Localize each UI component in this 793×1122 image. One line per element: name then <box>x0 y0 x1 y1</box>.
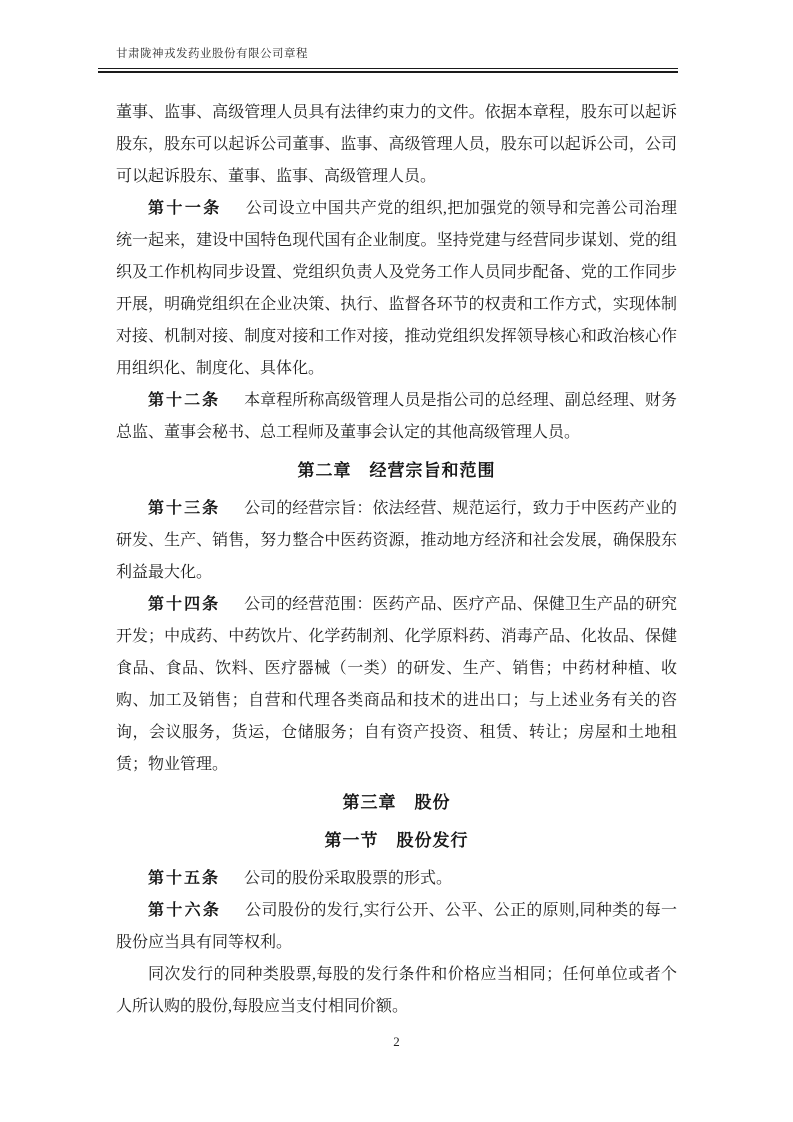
paragraph-same-issue-shares: 同次发行的同种类股票,每股的发行条件和价格应当相同；任何单位或者个人所认购的股份,每股应当支付相同价额。 <box>116 966 677 1015</box>
article-12-text: 本章程所称高级管理人员是指公司的总经理、副总经理、财务总监、董事会秘书、总工程师及董事会认定的其他高级管理人员。 <box>116 392 677 441</box>
article-11-text: 公司设立中国共产党的组织,把加强党的领导和完善公司治理统一起来，建设中国特色现代国有企业制度。坚持党建与经营同步谋划、党的组织及工作机构同步设置、党组织负责人及党务工作人员同步配备、党的工作同步开展，明确党组织在企业决策、执行、监督各环节的权责和工作方式，实现体制对接、机制对接、制度对接和工作对接，推动党组织发挥领导核心和政治核心作用组织化、制度化、具体化。 <box>116 200 677 377</box>
article-11-label: 第十一条 <box>148 200 222 217</box>
article-14 <box>116 589 677 781</box>
page-header-title: 甘肃陇神戎发药业股份有限公司章程 <box>116 48 308 60</box>
article-12-label: 第十二条 <box>148 392 221 409</box>
article-13-text: 公司的经营宗旨：依法经营、规范运行，致力于中医药产业的研发、生产、销售，努力整合中医药资源，推动地方经济和社会发展，确保股东利益最大化。 <box>116 500 677 581</box>
article-14-label: 第十四条 <box>148 596 221 613</box>
article-15-label: 第十五条 <box>148 870 221 887</box>
article-16 <box>116 895 677 959</box>
article-16-text: 公司股份的发行,实行公开、公平、公正的原则,同种类的每一股份应当具有同等权利。 <box>116 902 677 951</box>
article-13 <box>116 493 677 589</box>
article-14-text: 公司的经营范围：医药产品、医疗产品、保健卫生产品的研究开发；中成药、中药饮片、化学药制剂、化学原料药、消毒产品、化妆品、保健食品、食品、饮料、医疗器械（一类）的研发、生产、销售；中药材种植、收购、加工及销售；自营和代理各类商品和技术的进出口；与上述业务有关的咨询，会议服务，货运，仓储服务；自有资产投资、租赁、转让；房屋和土地租赁；物业管理。 <box>116 596 677 773</box>
header-rule <box>98 68 678 73</box>
section-1-heading: 第一节 股份发行 <box>324 831 469 850</box>
page-number: 2 <box>393 1034 400 1049</box>
paragraph-continuation: 董事、监事、高级管理人员具有法律约束力的文件。依据本章程，股东可以起诉股东，股东可以起诉公司董事、监事、高级管理人员，股东可以起诉公司，公司可以起诉股东、董事、监事、高级管理人员。 <box>116 104 677 185</box>
chapter-3-heading: 第三章 股份 <box>342 793 451 812</box>
article-12 <box>116 385 677 449</box>
article-15-text: 公司的股份采取股票的形式。 <box>244 870 453 887</box>
article-13-label: 第十三条 <box>148 500 221 517</box>
article-15 <box>116 863 677 895</box>
article-16-label: 第十六条 <box>148 902 222 919</box>
document-body <box>116 97 677 1023</box>
chapter-2-heading: 第二章 经营宗旨和范围 <box>297 461 496 480</box>
article-11 <box>116 193 677 385</box>
